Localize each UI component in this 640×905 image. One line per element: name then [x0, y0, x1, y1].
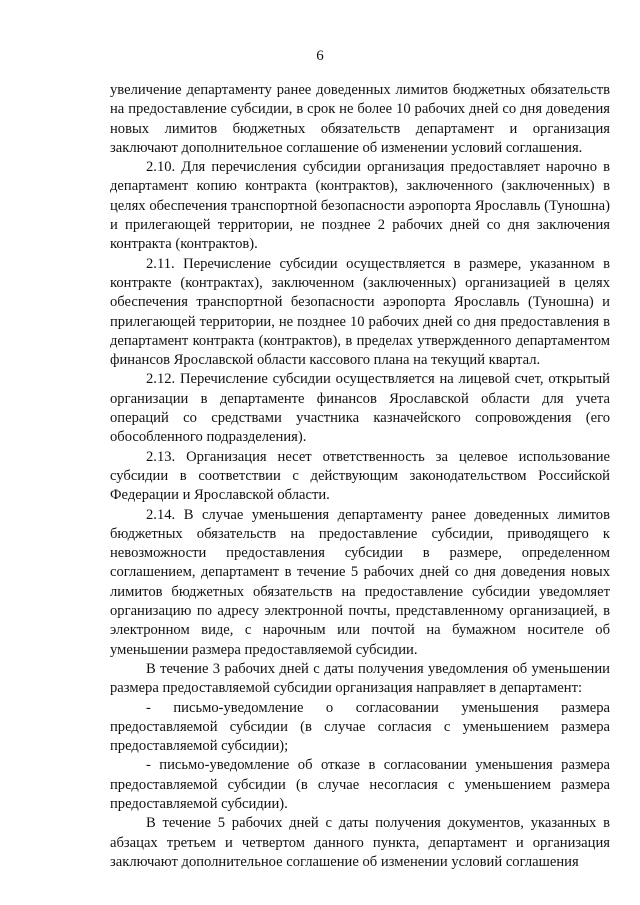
paragraph-notification-deadline: В течение 3 рабочих дней с даты получения уведомления об уменьшении размера предоставляемой субсидии организация направляет в департамент:: [110, 660, 610, 697]
paragraph-2-12: 2.12. Перечисление субсидии осуществляется на лицевой счет, открытый организации в департаменте финансов Ярославской области для учета операций со средствами участника казначейского сопровождения (его обособленного подразделения).: [110, 371, 610, 446]
page-number: 6: [316, 48, 324, 64]
document-body: [110, 81, 610, 872]
paragraph-2-11: 2.11. Перечисление субсидии осуществляется в размере, указанном в контракте (контрактах), заключенном (заключенных) организацией в целях обеспечения транспортной безопасности аэропорта Ярославль (Туношна) и прилегающей территории, не позднее 10 рабочих дней со дня предоставления в департамент контракта (контрактов), в пределах утвержденного департаментом финансов Ярославской области кассового плана на текущий квартал.: [110, 255, 610, 369]
list-item-refusal-letter: - письмо-уведомление об отказе в согласовании уменьшения размера предоставляемой субсидии (в случае несогласия с уменьшением размера предоставляемой субсидии).: [110, 757, 610, 812]
paragraph-continuation: увеличение департаменту ранее доведенных лимитов бюджетных обязательств на предоставление субсидии, в срок не более 10 рабочих дней со дня доведения новых лимитов бюджетных обязательств департамент и организация заключают дополнительное соглашение об изменении условий соглашения.: [110, 82, 610, 156]
paragraph-2-10: 2.10. Для перечисления субсидии организация предоставляет нарочно в департамент копию контракта (контрактов), заключенного (заключенных) в целях обеспечения транспортной безопасности аэропорта Ярославль (Туношна) и прилегающей территории, не позднее 2 рабочих дней со дня заключения контракта (контрактов).: [110, 159, 610, 253]
paragraph-additional-agreement: В течение 5 рабочих дней с даты получения документов, указанных в абзацах третьем и четвертом данного пункта, департамент и организация заключают дополнительное соглашение об изменении условий соглашения: [110, 815, 610, 870]
paragraph-2-13: 2.13. Организация несет ответственность за целевое использование субсидии в соответствии с действующим законодательством Российской Федерации и Ярославской области.: [110, 448, 610, 504]
paragraph-2-14: 2.14. В случае уменьшения департаменту ранее доведенных лимитов бюджетных обязательств на предоставление субсидии, приводящего к невозможности предоставления субсидии в размере, определенном соглашением, департамент в течение 5 рабочих дней со дня доведения новых лимитов бюджетных обязательств на предоставление субсидии уведомляет организацию по адресу электронной почты, представленному организацией, в электронном виде, с нарочным или почтой на бумажном носителе об уменьшении размера предоставляемой субсидии.: [110, 506, 610, 658]
list-item-agreement-letter: - письмо-уведомление о согласовании уменьшения размера предоставляемой субсидии (в случае согласия с уменьшением размера предоставляемой субсидии);: [110, 699, 610, 755]
